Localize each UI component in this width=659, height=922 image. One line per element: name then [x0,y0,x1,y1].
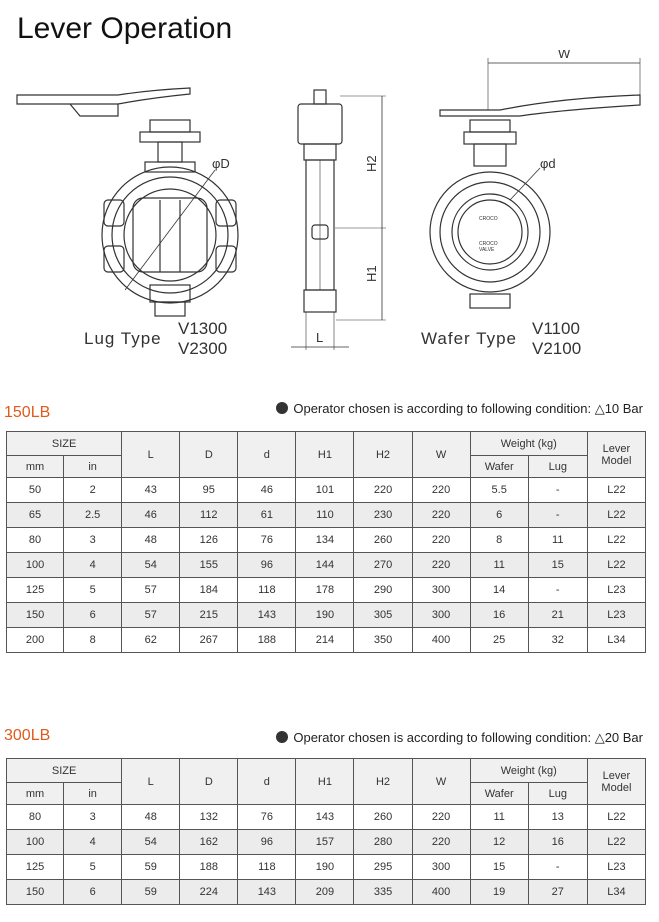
table-cell: 118 [238,578,296,603]
table-cell: 220 [412,553,470,578]
side-view-valve [291,90,386,350]
table-cell: 110 [296,503,354,528]
table-row [7,628,646,653]
dim-W-label: W [558,50,571,61]
table-cell: 46 [122,503,180,528]
table-cell: 101 [296,478,354,503]
lug-model-2: V2300 [178,339,228,358]
table-cell: 5.5 [470,478,528,503]
table-cell: 11 [470,805,528,830]
table-cell: L34 [587,880,645,905]
header-wafer: Wafer [470,456,528,478]
table-cell: 16 [470,603,528,628]
table-cell: 184 [180,578,238,603]
table-cell: 200 [7,628,64,653]
table-cell: 215 [180,603,238,628]
table-cell: 16 [528,830,587,855]
table-cell: L22 [587,830,645,855]
table-cell: - [528,478,587,503]
spec-table-150lb [6,431,646,653]
table-cell: 230 [354,503,412,528]
wafer-type-label: Wafer Type [421,329,517,348]
table-cell: 54 [122,830,180,855]
header-H1: H1 [296,432,354,478]
wafer-plate-text-3: VALVE [479,247,495,253]
header-d: d [238,432,296,478]
table-cell: 11 [528,528,587,553]
header-in: in [64,456,122,478]
table-cell: 220 [354,478,412,503]
table-cell: 11 [470,553,528,578]
table-cell: 280 [354,830,412,855]
table-cell: 224 [180,880,238,905]
table-cell: 65 [7,503,64,528]
operator-note-text: Operator chosen is according to following condition: △20 Bar [293,730,643,745]
table-cell: 6 [64,603,122,628]
table-body-150lb [7,478,646,653]
table-cell: 143 [296,805,354,830]
table-cell: 48 [122,528,180,553]
header-wafer: Wafer [470,783,528,805]
dim-D-label: φD [212,156,230,171]
table-cell: 59 [122,880,180,905]
table-cell: 27 [528,880,587,905]
table-cell: 118 [238,855,296,880]
table-cell: L23 [587,855,645,880]
table-cell: 143 [238,880,296,905]
table-cell: 188 [238,628,296,653]
header-H1: H1 [296,759,354,805]
table-cell: 190 [296,603,354,628]
wafer-plate-text-1: CROCO [479,216,498,222]
table-cell: L22 [587,478,645,503]
table-cell: - [528,578,587,603]
table-cell: 220 [412,805,470,830]
table-cell: 8 [470,528,528,553]
table-cell: 100 [7,830,64,855]
header-weight: Weight (kg) [470,432,587,456]
table-cell: 209 [296,880,354,905]
table-cell: 32 [528,628,587,653]
operator-note-text: Operator chosen is according to following condition: △10 Bar [293,401,643,416]
table-cell: 8 [64,628,122,653]
table-cell: 80 [7,805,64,830]
table-cell: 46 [238,478,296,503]
table-cell: L22 [587,553,645,578]
table-cell: 3 [64,805,122,830]
header-L: L [122,432,180,478]
table-cell: 134 [296,528,354,553]
table-row [7,603,646,628]
table-cell: L22 [587,805,645,830]
table-row [7,478,646,503]
dim-H1-label: H1 [364,265,379,282]
table-cell: 96 [238,553,296,578]
bullet-icon [276,731,288,743]
table-cell: 50 [7,478,64,503]
table-cell: 270 [354,553,412,578]
table-cell: L23 [587,578,645,603]
table-cell: 2 [64,478,122,503]
table-cell: 3 [64,528,122,553]
table-cell: 260 [354,528,412,553]
table-cell: 21 [528,603,587,628]
table-cell: 335 [354,880,412,905]
table-cell: 15 [470,855,528,880]
table-cell: 57 [122,603,180,628]
table-cell: 126 [180,528,238,553]
table-row [7,880,646,905]
table-cell: 61 [238,503,296,528]
table-cell: - [528,855,587,880]
section-label-150lb: 150LB [4,404,51,421]
table-cell: 19 [470,880,528,905]
table-cell: 5 [64,578,122,603]
bullet-icon [276,402,288,414]
header-size: SIZE [7,432,122,456]
header-H2: H2 [354,432,412,478]
table-cell: 155 [180,553,238,578]
wafer-model-2: V2100 [532,339,582,358]
table-cell: 59 [122,855,180,880]
header-H2: H2 [354,759,412,805]
lug-type-label: Lug Type [84,329,162,348]
table-cell: 5 [64,855,122,880]
lug-type-valve [17,88,238,316]
header-D: D [180,759,238,805]
table-cell: 6 [470,503,528,528]
table-cell: 125 [7,855,64,880]
header-lug: Lug [528,456,587,478]
table-row [7,830,646,855]
table-cell: L22 [587,503,645,528]
table-row [7,553,646,578]
table-cell: 80 [7,528,64,553]
table-cell: 4 [64,553,122,578]
table-cell: 178 [296,578,354,603]
table-row [7,855,646,880]
table-cell: 290 [354,578,412,603]
table-cell: 43 [122,478,180,503]
table-cell: 132 [180,805,238,830]
header-W: W [412,759,470,805]
table-cell: 300 [412,603,470,628]
table-cell: 188 [180,855,238,880]
table-cell: 76 [238,528,296,553]
table-body-300lb [7,805,646,905]
table-cell: 350 [354,628,412,653]
dim-d-label: φd [540,156,556,171]
table-cell: 143 [238,603,296,628]
table-cell: 48 [122,805,180,830]
header-lever-model: Lever Model [587,759,645,805]
table-cell: 57 [122,578,180,603]
table-cell: 96 [238,830,296,855]
page-title: Lever Operation [17,12,233,45]
table-cell: L34 [587,628,645,653]
section-label-300lb: 300LB [4,727,51,744]
header-weight: Weight (kg) [470,759,587,783]
header-L: L [122,759,180,805]
header-D: D [180,432,238,478]
table-cell: 260 [354,805,412,830]
table-cell: 54 [122,553,180,578]
table-cell: 125 [7,578,64,603]
wafer-type-valve [430,58,640,308]
table-cell: 4 [64,830,122,855]
operator-note-300lb [276,730,643,746]
table-cell: 267 [180,628,238,653]
header-size: SIZE [7,759,122,783]
header-mm: mm [7,783,64,805]
table-cell: 214 [296,628,354,653]
table-cell: 220 [412,528,470,553]
table-row [7,528,646,553]
table-cell: 190 [296,855,354,880]
operator-note-150lb [276,401,643,417]
table-row [7,805,646,830]
table-cell: 157 [296,830,354,855]
table-cell: 100 [7,553,64,578]
table-cell: 300 [412,855,470,880]
valve-drawing [0,50,659,370]
table-cell: 150 [7,880,64,905]
table-cell: - [528,503,587,528]
table-cell: 62 [122,628,180,653]
table-row [7,503,646,528]
table-cell: 12 [470,830,528,855]
header-d: d [238,759,296,805]
header-in: in [64,783,122,805]
table-cell: 400 [412,880,470,905]
table-cell: 295 [354,855,412,880]
table-cell: 76 [238,805,296,830]
table-cell: 220 [412,503,470,528]
table-cell: 144 [296,553,354,578]
header-W: W [412,432,470,478]
header-lever-model: Lever Model [587,432,645,478]
table-cell: 25 [470,628,528,653]
table-cell: L22 [587,528,645,553]
table-cell: 220 [412,830,470,855]
table-cell: 13 [528,805,587,830]
table-cell: 2.5 [64,503,122,528]
table-cell: 6 [64,880,122,905]
table-cell: L23 [587,603,645,628]
table-cell: 220 [412,478,470,503]
table-cell: 300 [412,578,470,603]
table-cell: 150 [7,603,64,628]
table-cell: 95 [180,478,238,503]
header-lug: Lug [528,783,587,805]
dim-H2-label: H2 [364,155,379,172]
table-row [7,578,646,603]
table-cell: 305 [354,603,412,628]
table-cell: 112 [180,503,238,528]
table-cell: 400 [412,628,470,653]
wafer-model-1: V1100 [532,319,580,338]
table-cell: 14 [470,578,528,603]
table-cell: 162 [180,830,238,855]
lug-model-1: V1300 [178,319,228,338]
spec-table-300lb [6,758,646,905]
dim-L-label: L [316,330,324,345]
header-mm: mm [7,456,64,478]
table-cell: 15 [528,553,587,578]
wafer-plate-text-2: CROCO [479,241,498,247]
